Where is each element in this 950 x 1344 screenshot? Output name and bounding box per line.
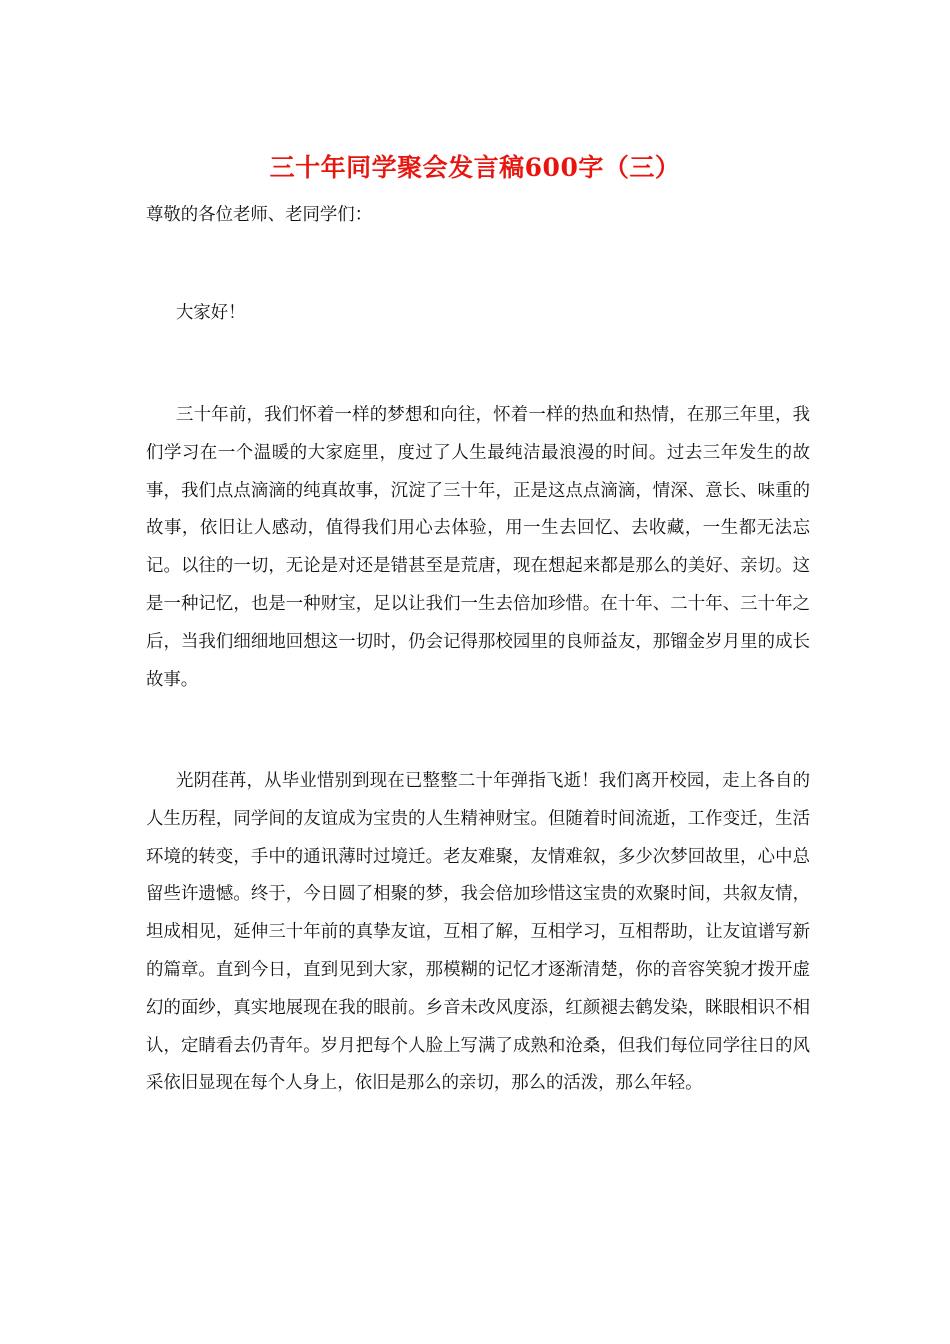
hello-line: 大家好！ — [176, 303, 246, 323]
greeting-line: 尊敬的各位老师、老同学们： — [146, 205, 373, 225]
paragraph-1: 三十年前，我们怀着一样的梦想和向往，怀着一样的热血和热情，在那三年里，我们学习在一个温暖的大家庭里，度过了人生最纯洁最浪漫的时间。过去三年发生的故事，我们点点滴滴的纯真故事，沉淀了三十年，正是这点点滴滴，情深、意长、味重的故事，依旧让人感动，值得我们用心去体验，用一生去回忆、去收藏，一生都无法忘记。以往的一切，无论是对还是错甚至是荒唐，现在想起来都是那么的美好、亲切。这是一种记忆，也是一种财宝，足以让我们一生去倍加珍惜。在十年、二十年、三十年之后，当我们细细地回想这一切时，仍会记得那校园里的良师益友，那镏金岁月里的成长故事。 — [146, 405, 810, 690]
paragraph-2: 光阴荏苒，从毕业惜别到现在已整整二十年弹指飞逝！我们离开校园，走上各自的人生历程，同学间的友谊成为宝贵的人生精神财宝。但随着时间流逝，工作变迁，生活环境的转变，手中的通讯薄时过境迁。老友难聚，友情难叙，多少次梦回故里，心中总留些许遗憾。终于，今日圆了相聚的梦，我会倍加珍惜这宝贵的欢聚时间，共叙友情，坦成相见，延伸三十年前的真挚友谊，互相了解，互相学习，互相帮助，让友谊谱写新的篇章。直到今日，直到见到大家，那模糊的记忆才逐渐清楚，你的音容笑貌才拨开虚幻的面纱，真实地展现在我的眼前。乡音未改风度添，红颜褪去鹤发染，眯眼相识不相认，定睛看去仍青年。岁月把每个人脸上写满了成熟和沧桑，但我们每位同学往日的风采依旧显现在每个人身上，依旧是那么的亲切，那么的活泼，那么年轻。 — [146, 771, 810, 1094]
document-title: 三十年同学聚会发言稿600字（三） — [269, 153, 681, 182]
